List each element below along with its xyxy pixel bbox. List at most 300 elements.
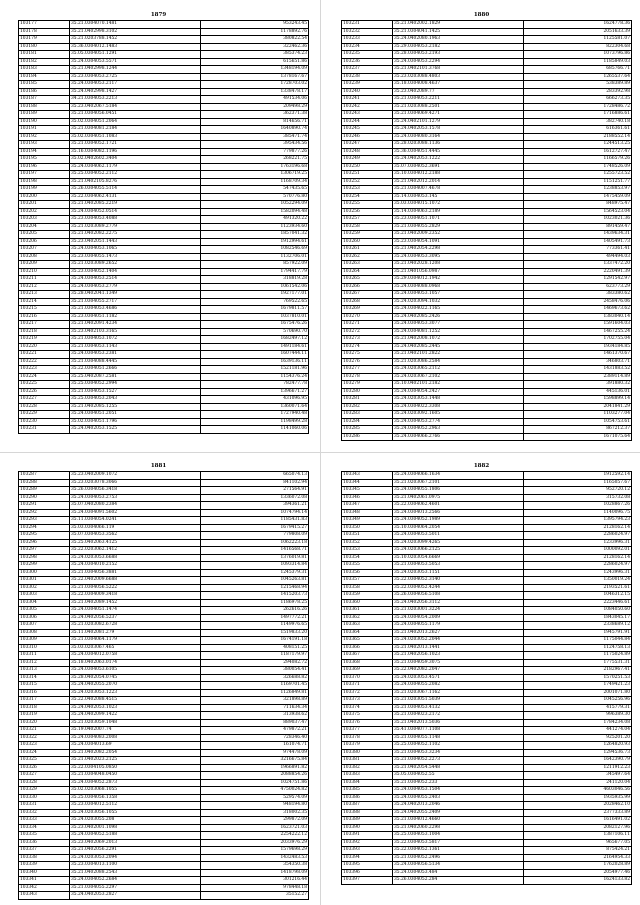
row-amount-cell: 491320.22 — [201, 216, 309, 224]
row-id-cell: 103202 — [19, 208, 70, 216]
row-code-cell: 35.21.0402056.2291 — [70, 847, 201, 855]
row-code-cell: 35.24.0402998.1427 — [70, 88, 201, 96]
row-amount-cell: 2338689.12 — [524, 622, 632, 630]
row-code-cell: 35.24.0304053.3077 — [393, 321, 524, 329]
row-code-cell: 35.23.0304051.1071 — [393, 216, 524, 224]
row-amount-cell: 1337472.20 — [524, 261, 632, 269]
table-row — [342, 704, 632, 712]
row-amount-cell: 1211912.23 — [524, 764, 632, 772]
table-row — [342, 216, 632, 224]
row-id-cell: 103368 — [342, 659, 393, 667]
table-row — [342, 133, 632, 141]
row-id-cell: 103352 — [342, 539, 393, 547]
row-id-cell: 103198 — [19, 178, 70, 186]
row-id-cell: 103266 — [342, 283, 393, 291]
row-id-cell: 103177 — [19, 21, 70, 29]
row-code-cell: 35.23.0402001.1098 — [70, 824, 201, 832]
table-row — [342, 682, 632, 690]
row-amount-cell: 2164954.33 — [524, 854, 632, 862]
row-id-cell: 103313 — [19, 667, 70, 675]
row-amount-cell: 2001071.80 — [524, 689, 632, 697]
row-code-cell: 35.23.0203078.3066 — [70, 479, 201, 487]
row-id-cell: 103381 — [342, 757, 393, 765]
row-amount-cell: 1415203.73 — [201, 592, 309, 600]
row-id-cell: 103358 — [342, 584, 393, 592]
table-row — [19, 697, 309, 705]
row-id-cell: 103394 — [342, 854, 393, 862]
table-row — [19, 396, 309, 404]
row-amount-cell: 841102.94 — [201, 479, 309, 487]
table-row — [19, 223, 309, 231]
row-id-cell: 103341 — [19, 877, 70, 885]
row-amount-cell: 1185431.83 — [201, 517, 309, 525]
row-amount-cell: 2377333.89 — [524, 809, 632, 817]
row-id-cell: 103272 — [342, 328, 393, 336]
row-code-cell: 35.21.0304055.1148 — [393, 734, 524, 742]
row-amount-cell: 1748526.09 — [524, 163, 632, 171]
row-id-cell: 103316 — [19, 689, 70, 697]
row-amount-cell: 1348194.09 — [201, 66, 309, 74]
row-amount-cell: 1052294.09 — [201, 201, 309, 209]
table-row — [19, 622, 309, 630]
table-row — [19, 892, 309, 900]
table-row — [342, 659, 632, 667]
row-code-cell: 35.22.0304051.2666 — [70, 366, 201, 374]
table-row — [19, 817, 309, 825]
table-row — [342, 298, 632, 306]
row-code-cell: 35.21.0402061.0975 — [393, 494, 524, 502]
row-code-cell: 35.24.0304051.2051 — [70, 411, 201, 419]
row-code-cell: 35.21.0304069.4271 — [393, 111, 524, 119]
table-row — [19, 201, 309, 209]
table-row — [19, 854, 309, 862]
row-code-cell: 35.24.0203094.1032 — [393, 298, 524, 306]
row-id-cell: 103216 — [19, 313, 70, 321]
row-id-cell: 103315 — [19, 682, 70, 690]
row-code-cell: 35.21.0203082.6728 — [70, 622, 201, 630]
table-row — [342, 652, 632, 660]
table-row — [342, 111, 632, 119]
table-row — [19, 291, 309, 299]
table-row — [342, 276, 632, 284]
row-amount-cell: 1857041.32 — [201, 231, 309, 239]
table-row — [342, 479, 632, 487]
table-row — [19, 171, 309, 179]
table-row — [19, 584, 309, 592]
row-code-cell: 35.22.0402082.2047 — [393, 667, 524, 675]
row-code-cell: 35.24.0402085.2426 — [393, 313, 524, 321]
row-id-cell: 103236 — [342, 58, 393, 66]
row-amount-cell: 2286024.97 — [524, 532, 632, 540]
row-code-cell: 35.23.0304054.1091 — [393, 238, 524, 246]
table-row — [19, 494, 309, 502]
table-row — [19, 727, 309, 735]
row-amount-cell: 1682497.12 — [201, 336, 309, 344]
row-id-cell: 103283 — [342, 411, 393, 419]
table-row — [19, 43, 309, 51]
row-id-cell: 103232 — [342, 28, 393, 36]
table-row — [342, 779, 632, 787]
table-row — [342, 517, 632, 525]
row-code-cell: 35.21.0402023.2125 — [70, 757, 201, 765]
row-code-cell: 35.21.0402002.1829 — [393, 21, 524, 29]
row-code-cell: 35.23.0304051.1182 — [70, 313, 201, 321]
table-row — [19, 734, 309, 742]
table-row — [19, 644, 309, 652]
table-row — [19, 569, 309, 577]
row-id-cell: 103384 — [342, 779, 393, 787]
row-amount-cell: 1439634.31 — [524, 231, 632, 239]
row-id-cell: 103376 — [342, 719, 393, 727]
table-row — [19, 562, 309, 570]
table-row — [19, 358, 309, 366]
row-code-cell: 35.36.0304012.1483 — [70, 43, 201, 51]
row-code-cell: 35.14.0304053.145 — [393, 193, 524, 201]
row-amount-cell: 1294536.73 — [524, 749, 632, 757]
table-row — [19, 306, 309, 314]
table-row — [342, 742, 632, 750]
row-amount-cell: 1166579.26 — [524, 156, 632, 164]
table-row — [19, 426, 309, 434]
ledger-year-heading: 1879 — [150, 12, 167, 18]
row-amount-cell: 570776.80 — [201, 193, 309, 201]
table-row — [342, 253, 632, 261]
row-amount-cell: 1233996.31 — [524, 539, 632, 547]
row-code-cell: 35.24.0402056.3112 — [393, 599, 524, 607]
row-id-cell: 103296 — [19, 539, 70, 547]
table-row — [19, 261, 309, 269]
row-amount-cell: 1245379.31 — [201, 569, 309, 577]
row-amount-cell: 1198499.28 — [201, 418, 309, 426]
row-amount-cell: 615651.86 — [201, 58, 309, 66]
table-row — [342, 231, 632, 239]
row-code-cell: 35.21.0203089.2652 — [70, 261, 201, 269]
table-row — [19, 832, 309, 840]
row-code-cell: 35.28.0402054.0745 — [70, 674, 201, 682]
row-amount-cell: 1935935.99 — [524, 794, 632, 802]
table-row — [342, 223, 632, 231]
row-id-cell: 103302 — [19, 584, 70, 592]
row-code-cell: 35.24.0203067.2102 — [393, 373, 524, 381]
row-amount-cell: 391880.32 — [524, 381, 632, 389]
row-id-cell: 103248 — [342, 148, 393, 156]
row-id-cell: 103250 — [342, 163, 393, 171]
row-amount-cell: 1674191.18 — [201, 637, 309, 645]
row-code-cell: 35.24.0402101.1279 — [393, 118, 524, 126]
table-row — [19, 58, 309, 66]
table-row — [342, 186, 632, 194]
row-amount-cell: 1082546.69 — [201, 246, 309, 254]
row-code-cell: 35.24.0304053.2117 — [70, 81, 201, 89]
row-amount-cell: 395434.56 — [201, 141, 309, 149]
row-amount-cell: 1598899.14 — [524, 396, 632, 404]
row-code-cell: 35.21.0402082.2275 — [70, 231, 201, 239]
row-amount-cell: 1124758.13 — [524, 644, 632, 652]
row-amount-cell: 996389.30 — [524, 712, 632, 720]
row-id-cell: 103197 — [19, 171, 70, 179]
table-row — [19, 118, 309, 126]
row-amount-cell: 848975.47 — [524, 201, 632, 209]
row-amount-cell: 380054.41 — [201, 667, 309, 675]
row-id-cell: 103372 — [342, 689, 393, 697]
row-id-cell: 103179 — [19, 36, 70, 44]
row-id-cell: 103369 — [342, 667, 393, 675]
row-id-cell: 103211 — [19, 276, 70, 284]
row-amount-cell: 1469673.62 — [524, 306, 632, 314]
row-code-cell: 35.24.0402053.1023 — [70, 704, 201, 712]
row-id-cell: 103208 — [19, 253, 70, 261]
row-id-cell: 103273 — [342, 336, 393, 344]
row-amount-cell: 354350.38 — [201, 862, 309, 870]
row-id-cell: 103188 — [19, 103, 70, 111]
row-id-cell: 103314 — [19, 674, 70, 682]
row-amount-cell: 2254222.12 — [201, 832, 309, 840]
table-row — [342, 532, 632, 540]
row-amount-cell: 1360071.64 — [201, 403, 309, 411]
row-id-cell: 103231 — [19, 426, 70, 434]
row-id-cell: 103209 — [19, 261, 70, 269]
table-row — [342, 622, 632, 630]
row-amount-cell: 1376019.81 — [201, 554, 309, 562]
table-row — [342, 103, 632, 111]
row-code-cell: 35.24.0304053.3095 — [393, 253, 524, 261]
row-id-cell: 103190 — [19, 118, 70, 126]
table-row — [342, 734, 632, 742]
row-id-cell: 103260 — [342, 238, 393, 246]
row-id-cell: 103245 — [342, 126, 393, 134]
row-id-cell: 103192 — [19, 133, 70, 141]
row-code-cell: 35.24.0203053.2094 — [70, 854, 201, 862]
row-id-cell: 103286 — [342, 433, 393, 441]
row-code-cell: 35.22.0304062.4601 — [393, 502, 524, 510]
row-amount-cell: 1843045.17 — [524, 614, 632, 622]
row-id-cell: 103356 — [342, 569, 393, 577]
row-code-cell: 35.24.0304053.1065 — [70, 246, 201, 254]
row-id-cell: 103224 — [19, 373, 70, 381]
row-code-cell: 35.21.0304053.1527 — [70, 388, 201, 396]
row-code-cell: 35.10.0304064.2054 — [393, 524, 524, 532]
row-amount-cell: 313938.62 — [201, 712, 309, 720]
row-amount-cell: 1416568.71 — [201, 547, 309, 555]
row-amount-cell: 953243.45 — [201, 21, 309, 29]
row-id-cell: 103351 — [342, 532, 393, 540]
row-code-cell: 35.21.0304012.4660 — [393, 817, 524, 825]
row-amount-cell: 1912592.14 — [524, 472, 632, 480]
row-id-cell: 103387 — [342, 802, 393, 810]
row-amount-cell: 431096.95 — [201, 396, 309, 404]
row-amount-cell: 1046312.15 — [524, 592, 632, 600]
row-amount-cell: 35152.27 — [201, 892, 309, 900]
ledger-year-heading: 1881 — [150, 463, 167, 469]
table-row — [19, 268, 309, 276]
table-row — [342, 599, 632, 607]
row-code-cell: 35.24.0304012.0758 — [70, 652, 201, 660]
row-id-cell: 103342 — [19, 884, 70, 892]
row-id-cell: 103217 — [19, 321, 70, 329]
row-id-cell: 103226 — [19, 388, 70, 396]
table-row — [19, 411, 309, 419]
row-code-cell: 35.24.0203055.208 — [70, 817, 201, 825]
row-amount-cell: 1126849.81 — [201, 689, 309, 697]
row-amount-cell: 326688.82 — [201, 674, 309, 682]
row-amount-cell: 2028462.10 — [524, 802, 632, 810]
table-row — [342, 396, 632, 404]
row-id-cell: 103300 — [19, 569, 70, 577]
row-code-cell: 35.07.0402080.2384 — [70, 502, 201, 510]
row-code-cell: 35.24.0304055.2403 — [393, 794, 524, 802]
row-code-cell: 35.26.0304055.5114 — [70, 186, 201, 194]
row-code-cell: 35.23.0402009.1072 — [70, 472, 201, 480]
row-id-cell: 103339 — [19, 862, 70, 870]
table-row — [342, 426, 632, 434]
row-code-cell: 35.24.0304053.2294 — [393, 58, 524, 66]
table-row — [342, 802, 632, 810]
row-amount-cell: 441274.04 — [524, 727, 632, 735]
row-id-cell: 103357 — [342, 577, 393, 585]
row-amount-cell: 2088854.26 — [201, 772, 309, 780]
row-amount-cell: 394361.21 — [201, 502, 309, 510]
row-code-cell: 35.05.0304052.55 — [393, 772, 524, 780]
row-amount-cell: 1461370.67 — [524, 351, 632, 359]
row-amount-cell: 1475459.09 — [524, 193, 632, 201]
row-code-cell: 35.21.0402088.2543 — [70, 869, 201, 877]
row-amount-cell: 3216675.84 — [201, 757, 309, 765]
table-row — [342, 178, 632, 186]
row-id-cell: 103231 — [342, 21, 393, 29]
row-amount-cell: 978448.18 — [201, 884, 309, 892]
row-code-cell: 34.21.0304053.2213 — [70, 96, 201, 104]
row-id-cell: 103256 — [342, 208, 393, 216]
row-id-cell: 103180 — [19, 43, 70, 51]
row-amount-cell: 318002.35 — [201, 809, 309, 817]
row-amount-cell: 1140096.75 — [524, 509, 632, 517]
row-amount-cell: 2193521.61 — [524, 584, 632, 592]
row-code-cell: 35.24.0203053.4571 — [393, 674, 524, 682]
row-id-cell: 103276 — [342, 358, 393, 366]
table-row — [342, 472, 632, 480]
row-id-cell: 103374 — [342, 704, 393, 712]
row-amount-cell: 1024751.86 — [201, 779, 309, 787]
row-id-cell: 103295 — [19, 532, 70, 540]
row-amount-cell: 1624133.82 — [524, 877, 632, 885]
row-id-cell: 103373 — [342, 697, 393, 705]
row-amount-cell: 1624778.36 — [524, 21, 632, 29]
row-code-cell: 35.28.0304053.2193 — [393, 51, 524, 59]
row-code-cell: 35.21.0304055.2829 — [393, 223, 524, 231]
row-id-cell: 103258 — [342, 223, 393, 231]
row-id-cell: 103395 — [342, 862, 393, 870]
row-amount-cell: 547435.65 — [201, 186, 309, 194]
table-row — [342, 193, 632, 201]
table-row — [19, 862, 309, 870]
row-code-cell: 35.03.0203067.465 — [70, 644, 201, 652]
row-amount-cell: 948194.80 — [201, 802, 309, 810]
table-row — [342, 629, 632, 637]
table-row — [19, 502, 309, 510]
row-code-cell: 35.24.0304080.3164 — [393, 133, 524, 141]
table-row — [19, 381, 309, 389]
row-code-cell: 35.24.0304053.1057 — [393, 291, 524, 299]
row-code-cell: 35.21.0304056.0451 — [70, 111, 201, 119]
row-amount-cell: 2033976.29 — [201, 839, 309, 847]
row-code-cell: 35.11.0304054.0241 — [70, 517, 201, 525]
table-row — [19, 742, 309, 750]
row-amount-cell: 1521181.96 — [201, 366, 309, 374]
row-amount-cell: 1165057.67 — [524, 479, 632, 487]
row-code-cell: 35.02.0304051.1083 — [70, 133, 201, 141]
row-code-cell: 35.41.0304077.1108 — [393, 727, 524, 735]
row-code-cell: 35.24.0304062.1179 — [70, 163, 201, 171]
row-amount-cell: 2082127.96 — [524, 824, 632, 832]
row-id-cell: 103178 — [19, 28, 70, 36]
row-code-cell: 35.21.0304023.2172 — [393, 712, 524, 720]
row-amount-cell: 1168709.34 — [201, 178, 309, 186]
table-row — [19, 472, 309, 480]
row-code-cell: 35.24.0402053.2827 — [70, 892, 201, 900]
row-amount-cell: 4603046.56 — [524, 787, 632, 795]
row-code-cell: 35.21.0402013.1441 — [393, 644, 524, 652]
row-amount-cell: 1640890.74 — [201, 126, 309, 134]
row-amount-cell: 1794417.79 — [201, 268, 309, 276]
table-row — [342, 328, 632, 336]
table-row — [342, 36, 632, 44]
row-code-cell: 35.21.0304053.4132 — [393, 704, 524, 712]
row-id-cell: 103308 — [19, 629, 70, 637]
row-code-cell: 35.22.0304105.0850 — [70, 764, 201, 772]
row-amount-cell: 1623721.03 — [201, 824, 309, 832]
table-row — [342, 809, 632, 817]
row-code-cell: 35.23.0402067.5184 — [70, 103, 201, 111]
row-code-cell: 35.07.0304052.3691 — [393, 163, 524, 171]
row-amount-cell: 1238853.97 — [524, 186, 632, 194]
row-id-cell: 103242 — [342, 103, 393, 111]
table-row — [342, 96, 632, 104]
row-code-cell: 35.24.0304054.2427 — [393, 388, 524, 396]
row-amount-cell: 1125581.07 — [524, 36, 632, 44]
row-id-cell: 103280 — [342, 388, 393, 396]
row-code-cell: 35.24.0304053.1504 — [393, 787, 524, 795]
table-row — [19, 547, 309, 555]
table-row — [19, 629, 309, 637]
table-row — [342, 727, 632, 735]
row-amount-cell: 1132706.01 — [201, 253, 309, 261]
row-code-cell: 35.21.0402054.2298 — [393, 246, 524, 254]
row-id-cell: 103240 — [342, 88, 393, 96]
row-amount-cell: 1141060.06 — [201, 426, 309, 434]
table-row — [342, 584, 632, 592]
row-id-cell: 103297 — [19, 547, 70, 555]
row-id-cell: 103264 — [342, 268, 393, 276]
table-row — [19, 607, 309, 615]
row-code-cell: 35.25.0402087.2581 — [70, 373, 201, 381]
row-amount-cell: 974478.09 — [201, 749, 309, 757]
row-amount-cell: 1616491.02 — [524, 817, 632, 825]
table-row — [19, 824, 309, 832]
table-row — [342, 126, 632, 134]
row-id-cell: 103322 — [19, 734, 70, 742]
row-id-cell: 103227 — [19, 396, 70, 404]
table-row — [342, 238, 632, 246]
row-amount-cell: 408151.25 — [201, 644, 309, 652]
table-row — [342, 854, 632, 862]
row-code-cell: 35.21.0304053.5053 — [393, 562, 524, 570]
row-code-cell: 35.26.0304056.3418 — [70, 487, 201, 495]
row-amount-cell: 779808.09 — [201, 532, 309, 540]
row-code-cell: 35.24.0304053.5011 — [393, 532, 524, 540]
row-id-cell: 103317 — [19, 697, 70, 705]
row-id-cell: 103189 — [19, 111, 70, 119]
row-amount-cell: 1350019.24 — [524, 577, 632, 585]
